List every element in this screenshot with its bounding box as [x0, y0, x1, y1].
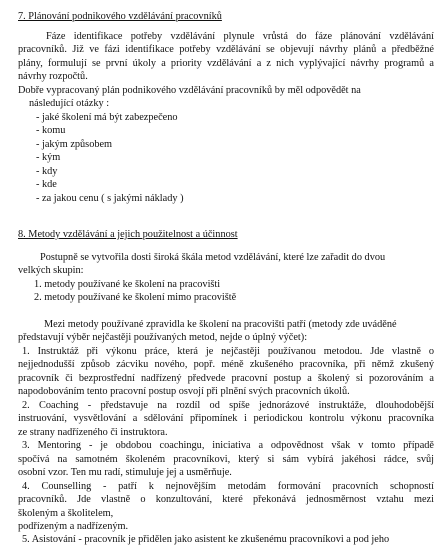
list-item: - jaké školení má být zabezpečeno	[36, 112, 178, 123]
paragraph-line: osobní vzor. Ten mu radí, stimuluje jej a usměrňuje.	[18, 467, 232, 478]
list-item: 1. metody používané ke školení na pracovišti	[34, 279, 221, 290]
paragraph-line: spočívá na samotném školeném pracovníkovi, který si sám vybírá jakéhosi rádce, svůj	[18, 454, 434, 465]
paragraph-line: podřízeným a nadřízeným.	[18, 521, 129, 532]
list-item: - jakým způsobem	[36, 139, 113, 150]
list-item: - kde	[36, 179, 57, 190]
paragraph-line: pracovník či bezprostřední nadřízený předvede pracovní postup a školený si pozorováním a	[18, 373, 434, 384]
paragraph-line: Postupně se vytvořila dosti široká škála metod vzdělávání, které lze zařadit do dvou	[40, 252, 386, 263]
paragraph-line: velkých skupin:	[18, 265, 84, 276]
paragraph-line: následující otázky :	[29, 98, 110, 109]
paragraph-line: 1. Instruktáž při výkonu práce, která je nejčastěji používanou metodou. Jde vlastně o	[22, 346, 434, 357]
paragraph-line: 4. Counselling - patří k nejnovějším metodám formování pracovních schopností	[22, 481, 434, 492]
paragraph-line: ze strany nadřízeného či instruktora.	[18, 427, 168, 438]
paragraph-line: pracovníků. Již ve fázi identifikace potřeby vzdělávání se objevují návrhy plánů a předběžné	[18, 44, 434, 55]
paragraph-line: napodobováním tento pracovní postup osvojí při plnění svých pracovních úkolů.	[18, 386, 350, 397]
list-item: - kým	[36, 152, 61, 163]
paragraph-line: návrhy rozpočtů.	[18, 71, 88, 82]
list-item: 2. metody používané ke školení mimo pracoviště	[34, 292, 237, 303]
paragraph-line: plány, formulují se první úkoly a priority vzdělávání a z nich vyplývající návrhy programů a	[18, 58, 434, 69]
section-heading: 8. Metody vzdělávání a jejich použitelnost a účinnost	[18, 229, 238, 240]
paragraph-line: nejjednodušší způsob zácviku nového, popř. méně zkušeného pracovníka, při němž zkušený	[18, 359, 434, 370]
paragraph-line: instruování, vysvětlování a sdělování připomínek i periodickou kontrolu výkonu pracovníka	[18, 413, 434, 424]
section-heading: 7. Plánování podnikového vzdělávání pracovníků	[18, 11, 222, 22]
list-item: - kdy	[36, 166, 58, 177]
list-item: - za jakou cenu ( s jakými náklady )	[36, 193, 184, 204]
paragraph-line: pracovníků. Jde vlastně o konzultování, které překonává jednosměrnost vztahu mezi	[18, 494, 434, 505]
list-item: - komu	[36, 125, 66, 136]
paragraph-line: 3. Mentoring - je obdobou coachingu, iniciativa a odpovědnost však v tomto případě	[22, 440, 434, 451]
paragraph-line-cut-off: 5. Asistování - pracovník je přidělen jako asistent ke zkušenému pracovníkovi a pod jeho	[22, 534, 390, 545]
paragraph-line: představují výběr nejčastěji používaných metod, nejde o úplný výčet):	[18, 332, 308, 343]
paragraph-line: 2. Coaching - představuje na rozdíl od spíše jednorázové instruktáže, dlouhodobější	[22, 400, 434, 411]
paragraph-line: školeným a školitelem,	[18, 508, 114, 519]
paragraph-line: Mezi metody používané zpravidla ke školení na pracovišti patří (metody zde uváděné	[44, 319, 397, 330]
paragraph-line: Fáze identifikace potřeby vzdělávání plynule vrůstá do fáze plánování vzdělávání	[46, 31, 434, 42]
paragraph-line: Dobře vypracovaný plán podnikového vzdělávání pracovníků by měl odpovědět na	[18, 85, 361, 96]
